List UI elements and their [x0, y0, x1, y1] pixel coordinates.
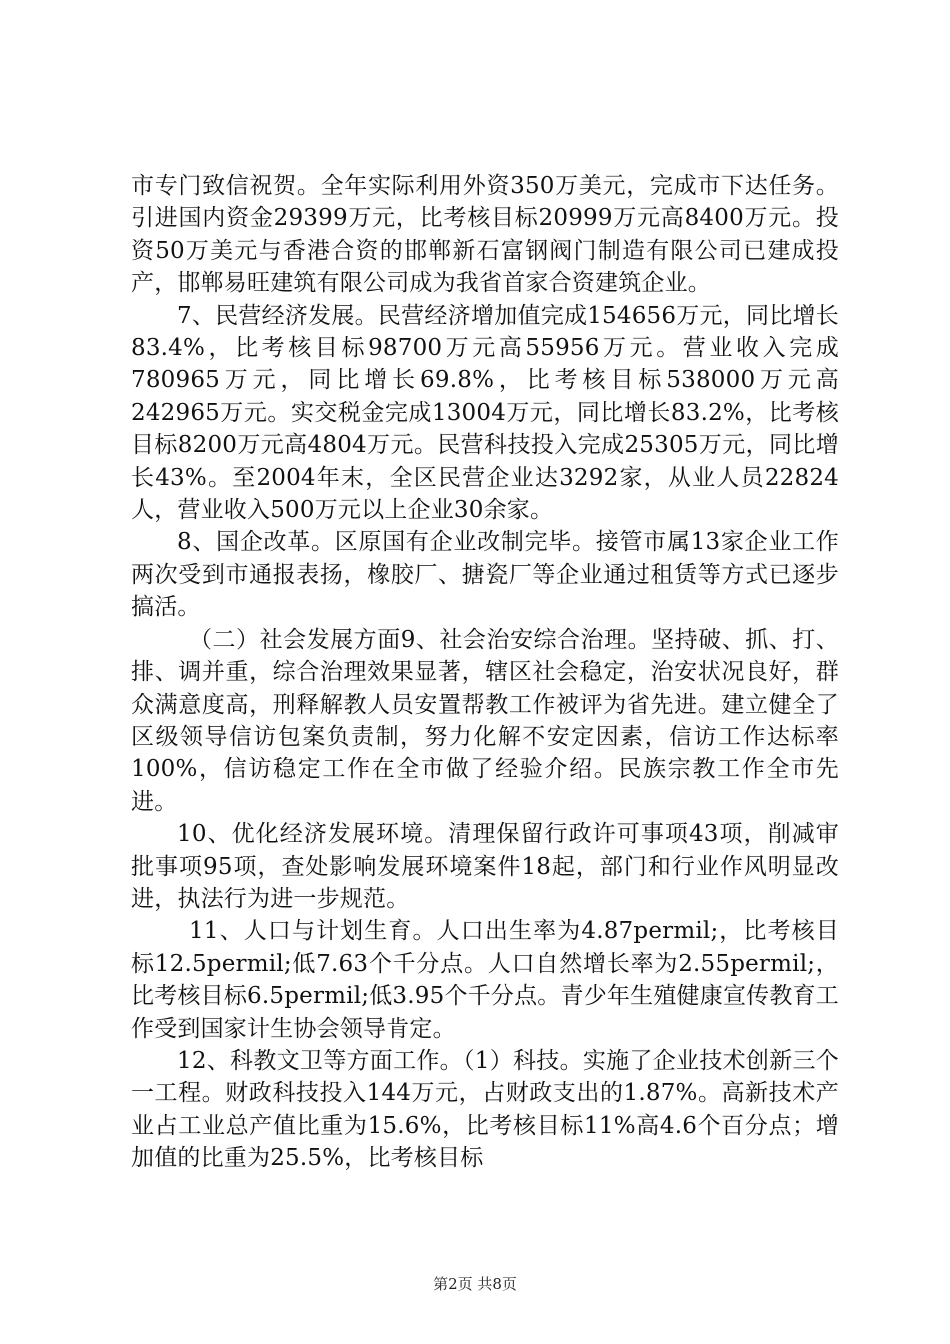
paragraph-soe-reform: 8、国企改革。区原国有企业改制完毕。接管市属13家企业工作两次受到市通报表扬，橡胶厂、搪瓷厂等企业通过租赁等方式已逐步搞活。: [131, 529, 839, 621]
paragraph-continuation: 市专门致信祝贺。全年实际利用外资350万美元，完成市下达任务。引进国内资金29399万元，比考核目标20999万元高8400万元。投资50万美元与香港合资的邯郸新石富钢阀门制造有限公司已建成投产，邯郸易旺建筑有限公司成为我省首家合资建筑企业。: [131, 173, 839, 297]
paragraph-family-planning: 11、人口与计划生育。人口出生率为4.87permil;，比考核目标12.5permil;低7.63个千分点。人口自然增长率为2.55permil;，比考核目标6.5permil;低3.95个千分点。青少年生殖健康宣传教育工作受到国家计生协会领导肯定。: [131, 918, 839, 1042]
paragraph-private-economy: 7、民营经济发展。民营经济增加值完成154656万元，同比增长83.4%，比考核目标98700万元高55956万元。营业收入完成780965万元，同比增长69.8%，比考核目标538000万元高242965万元。实交税金完成13004万元，同比增长83.2%，比考核目标8200万元高4804万元。民营科技投入完成25305万元，同比增长43%。至2004年末，全区民营企业达3292家，从业人员22824人，营业收入500万元以上企业30余家。: [131, 302, 839, 524]
document-body: [131, 170, 839, 1175]
paragraph-social-security: （二）社会发展方面9、社会治安综合治理。坚持破、抓、打、排、调并重，综合治理效果显著，辖区社会稳定，治安状况良好，群众满意度高，刑释解教人员安置帮教工作被评为省先进。建立健全了区级领导信访包案负责制，努力化解不安定因素，信访工作达标率100%，信访稳定工作在全市做了经验介绍。民族宗教工作全市先进。: [131, 626, 839, 815]
paragraph-science-education: 12、科教文卫等方面工作。（1）科技。实施了企业技术创新三个一工程。财政科技投入144万元，占财政支出的1.87%。高新技术产业占工业总产值比重为15.6%，比考核目标11%高4.6个百分点；增加值的比重为25.5%，比考核目标: [131, 1047, 839, 1172]
page-number-footer: 第2页 共8页: [433, 1275, 517, 1293]
paragraph-business-environment: 10、优化经济发展环境。清理保留行政许可事项43项，削减审批事项95项，查处影响发展环境案件18起，部门和行业作风明显改进，执法行为进一步规范。: [131, 821, 839, 912]
